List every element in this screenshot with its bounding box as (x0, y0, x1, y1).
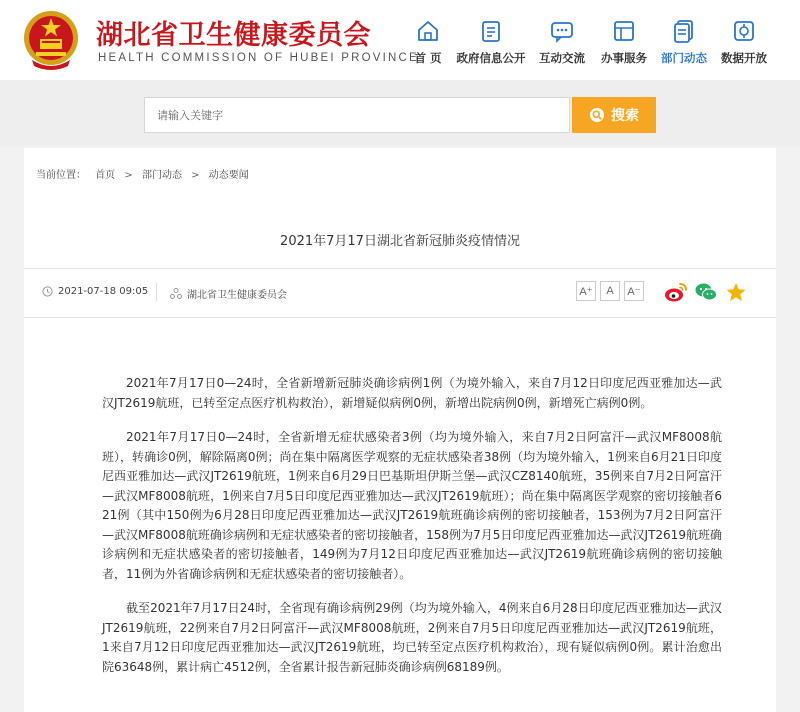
nav-dept-news-label: 部门动态 (661, 51, 707, 65)
meta-divider (156, 283, 157, 301)
breadcrumb-separator: > (191, 170, 200, 181)
national-emblem-logo[interactable] (22, 8, 80, 72)
home-icon (415, 18, 441, 44)
font-default-button[interactable]: A (600, 281, 620, 301)
font-increase-button[interactable]: A⁺ (576, 281, 596, 301)
nav-interaction-label: 互动交流 (539, 51, 585, 65)
nav-gov-info-label: 政府信息公开 (456, 51, 526, 65)
search-button[interactable] (572, 97, 656, 133)
breadcrumb-news-highlights[interactable]: 动态要闻 (208, 170, 249, 181)
wechat-icon[interactable] (694, 281, 718, 303)
service-icon (611, 18, 637, 44)
breadcrumb-dept-news[interactable]: 部门动态 (141, 170, 182, 181)
font-decrease-button[interactable]: A⁻ (624, 281, 644, 301)
article-paragraph: 截至2021年7月17日24时，全省现有确诊病例29例（均为境外输入，4例来自6月28日印度尼西亚雅加达—武汉JT2619航班，22例来自7月2日阿富汗—武汉MF8008航班，2例来自7月5日印度尼西亚雅加达—武汉JT2619航班，1来自7月12日印度尼西亚雅加达—武汉JT2619航班，均已转至定点医疗机构救治），现有疑似病例0例。累计治愈出院63648例，累计病亡4512例，全省累计报告新冠肺炎确诊病例68189例。 (102, 601, 722, 674)
search-button-label: 搜索 (611, 108, 639, 124)
clock-icon (42, 286, 53, 297)
content-panel (24, 148, 776, 712)
news-icon (671, 18, 697, 44)
publish-date (42, 286, 148, 297)
article-paragraph: 2021年7月17日0—24时，全省新增无症状感染者3例（均为境外输入，来自7月2日阿富汗—武汉MF8008航班），转确诊0例，解除隔离0例；尚在集中隔离医学观察的无症状感染者38例（均为境外输入，1例来自6月21日印度尼西亚雅加达—武汉JT2619航班，1例来自6月29日巴基斯坦伊斯兰堡—武汉CZ8140航班，35例来自7月2日阿富汗—武汉MF8008航班，1例来自7月5日印度尼西亚雅加达—武汉JT2619航班）；尚在集中隔离医学观察的密切接触者621例（其中150例为6月28日印度尼西亚雅加达—武汉JT2619航班确诊病例的密切接触者，153例为7月2日阿富汗—武汉MF8008航班确诊病例和无症状感染者的密切接触者，158例为7月5日印度尼西亚雅加达—武汉JT2619航班确诊病例和无症状感染者的密切接触者，149例为7月12日印度尼西亚雅加达—武汉JT2619航班确诊病例的密切接触者，11例为外省确诊病例和无症状感染者的密切接触者）。 (102, 430, 722, 581)
breadcrumb-prefix: 当前位置： (36, 170, 86, 181)
main-nav (392, 14, 792, 74)
site-subtitle: HEALTH COMMISSION OF HUBEI PROVINCE (98, 52, 419, 64)
site-title[interactable]: 湖北省卫生健康委员会 (96, 20, 371, 51)
organization-icon (170, 288, 182, 299)
data-icon (731, 18, 757, 44)
nav-open-data-label: 数据开放 (721, 51, 767, 65)
nav-services-label: 办事服务 (601, 51, 647, 65)
nav-open-data[interactable] (708, 14, 780, 66)
weibo-icon[interactable] (664, 281, 688, 303)
article-paragraph: 2021年7月17日0—24时，全省新增新冠肺炎确诊病例1例（为境外输入，来自7月12日印度尼西亚雅加达—武汉JT2619航班，已转至定点医疗机构救治），新增疑似病例0例，新增出院病例0例，新增死亡病例0例。 (102, 376, 722, 410)
nav-home-label: 首 页 (414, 51, 442, 65)
font-size-controls (576, 281, 644, 301)
favorite-star-icon[interactable] (724, 281, 748, 303)
document-icon (478, 18, 504, 44)
article-source (170, 286, 287, 301)
article-body (102, 374, 722, 692)
chat-icon (549, 18, 575, 44)
search-icon (589, 107, 605, 123)
site-header (0, 0, 800, 80)
breadcrumb-home[interactable]: 首页 (95, 170, 116, 181)
breadcrumb-separator: > (124, 170, 133, 181)
nav-gov-info[interactable] (450, 14, 532, 66)
article-meta-bar (24, 268, 776, 318)
publish-date-text: 2021-07-18 09:05 (58, 286, 149, 297)
breadcrumb (36, 166, 255, 181)
article-source-text: 湖北省卫生健康委员会 (187, 290, 287, 301)
search-input[interactable] (144, 97, 570, 133)
search-bar (0, 80, 800, 146)
article-title: 2021年7月17日湖北省新冠肺炎疫情情况 (280, 234, 520, 249)
